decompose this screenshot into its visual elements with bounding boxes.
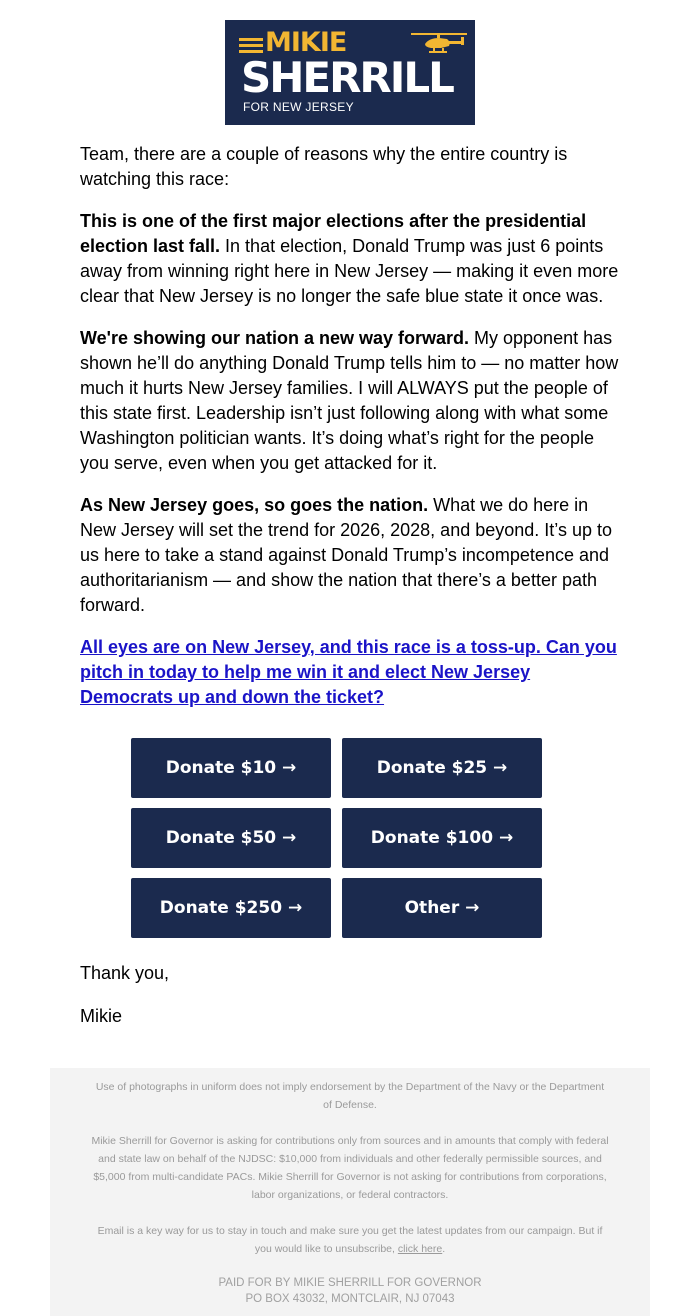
logo-first-name: MIKIE	[265, 27, 347, 58]
donate-25-button[interactable]: Donate $25 →	[342, 738, 542, 798]
mailing-address: PO BOX 43032, MONTCLAIR, NJ 07043	[245, 1293, 455, 1305]
paragraph-lead: We're showing our nation a new way forward.	[80, 328, 470, 348]
unsubscribe-link[interactable]: click here	[397, 1243, 443, 1255]
cta-paragraph	[80, 635, 625, 710]
thank-you-text: Thank you,	[80, 963, 170, 983]
body-paragraph-3: As New Jersey goes, so goes the nation. What we do here in New Jersey will set the trend for 2026, 2028, and beyond. It’s up to us here to take a stand against Donald Trump’s incompetence and authoritarianism — and show the nation that there’s a better path forward.	[80, 495, 612, 615]
paragraph-lead: This is one of the first major elections after the presidential election last fall.	[80, 211, 587, 256]
paid-for-by: PAID FOR BY MIKIE SHERRILL FOR GOVERNOR	[218, 1277, 482, 1289]
intro-paragraph: Team, there are a couple of reasons why the entire country is watching this race:	[80, 144, 568, 189]
donate-100-button[interactable]: Donate $100 →	[342, 808, 542, 868]
donate-other-button[interactable]: Other →	[342, 878, 542, 938]
donate-250-button[interactable]: Donate $250 →	[131, 878, 331, 938]
body-paragraph-2: We're showing our nation a new way forward. My opponent has shown he’ll do anything Donald Trump tells him to — no matter how much it hurts New Jersey families. I will ALWAYS put the people of this state first. Leadership isn’t just following along with what some Washington politician wants. It’s doing what’s right for the people you serve, even when you get attacked for it.	[80, 328, 619, 473]
donate-10-button[interactable]: Donate $10 →	[131, 738, 331, 798]
signoff	[80, 961, 169, 1047]
logo-last-name: SHERRILL	[241, 53, 453, 102]
donate-50-button[interactable]: Donate $50 →	[131, 808, 331, 868]
uniform-disclaimer: Use of photographs in uniform does not imply endorsement by the Department of the Navy or the Department of Defense.	[95, 1081, 605, 1111]
campaign-logo	[225, 20, 475, 125]
donate-button-grid	[131, 738, 543, 938]
email-footer	[50, 1068, 650, 1316]
body-paragraph-1: This is one of the first major elections after the presidential election last fall. In that election, Donald Trump was just 6 points away from winning right here in New Jersey — making it even more clear that New Jersey is no longer the safe blue state it once was.	[80, 211, 619, 306]
email-body	[80, 142, 625, 727]
logo-tagline: FOR NEW JERSEY	[243, 100, 354, 114]
donate-cta-link[interactable]: All eyes are on New Jersey, and this race is a toss-up. Can you pitch in today to help me win it and elect New Jersey Democrats up and down the ticket?	[80, 637, 617, 707]
email-note: Email is a key way for us to stay in touch and make sure you get the latest updates from our campaign. But if you would like to unsubscribe, click here.	[97, 1225, 603, 1255]
contributions-disclaimer: Mikie Sherrill for Governor is asking for contributions only from sources and in amounts that comply with federal and state law on behalf of the NJDSC: $10,000 from individuals and other federally permissible sources, and $5,000 from multi-candidate PACs. Mikie Sherrill for Governor is not asking for contributions from corporations, labor organizations, or federal contractors.	[91, 1135, 609, 1201]
signature-name: Mikie	[80, 1006, 123, 1026]
paragraph-lead: As New Jersey goes, so goes the nation.	[80, 495, 429, 515]
